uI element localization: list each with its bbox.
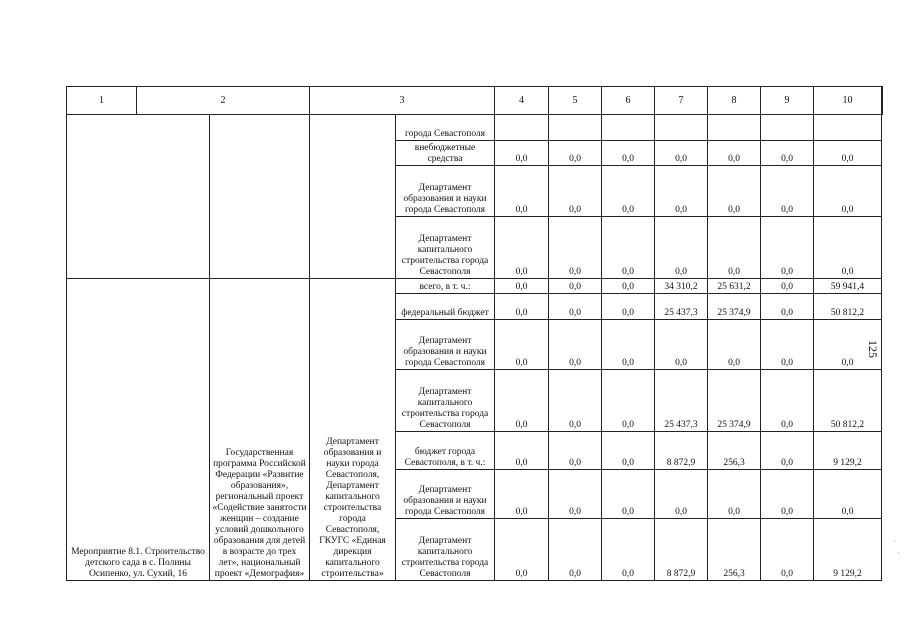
- funding-source-cell: города Севастополя: [396, 115, 495, 141]
- value-cell: [708, 115, 761, 141]
- funding-source-cell: федеральный бюджет: [396, 294, 495, 320]
- value-cell: 0,0: [549, 166, 602, 217]
- empty-cell: [67, 115, 210, 279]
- value-cell: 0,0: [761, 320, 814, 370]
- value-cell: 0,0: [549, 370, 602, 432]
- value-cell: 0,0: [814, 320, 882, 370]
- header-cell: 5: [549, 87, 602, 115]
- header-cell: 1: [67, 87, 137, 115]
- value-cell: 0,0: [761, 432, 814, 470]
- funding-source-cell: внебюджетные средства: [396, 141, 495, 166]
- header-cell: [882, 87, 883, 115]
- value-cell: 0,0: [655, 320, 708, 370]
- value-cell: [602, 115, 655, 141]
- value-cell: 0,0: [761, 279, 814, 294]
- value-cell: 0,0: [814, 470, 882, 519]
- value-cell: 0,0: [602, 432, 655, 470]
- value-cell: 25 437,3: [655, 370, 708, 432]
- program-cell: Государственная программа Российской Федерации «Развитие образования», региональный проект «Содействие занятости женщин – создание условий дошкольного образования для детей в возрасте до трех лет», национальный проект «Демография»: [210, 279, 310, 581]
- value-cell: 0,0: [602, 370, 655, 432]
- value-cell: 0,0: [761, 519, 814, 581]
- value-cell: 0,0: [495, 470, 549, 519]
- value-cell: 256,3: [708, 519, 761, 581]
- header-cell: 6: [602, 87, 655, 115]
- value-cell: 0,0: [549, 294, 602, 320]
- header-cell: 10: [814, 87, 882, 115]
- value-cell: 0,0: [602, 279, 655, 294]
- value-cell: 8 872,9: [655, 519, 708, 581]
- value-cell: 0,0: [655, 166, 708, 217]
- value-cell: 25 374,9: [708, 370, 761, 432]
- scan-mark: ·: [893, 536, 896, 546]
- value-cell: 0,0: [495, 432, 549, 470]
- value-cell: 0,0: [708, 141, 761, 166]
- value-cell: [761, 115, 814, 141]
- funding-source-cell: бюджет города Севастополя, в т. ч.:: [396, 432, 495, 470]
- value-cell: 0,0: [602, 320, 655, 370]
- value-cell: 0,0: [495, 141, 549, 166]
- value-cell: 50 812,2: [814, 294, 882, 320]
- value-cell: 0,0: [495, 279, 549, 294]
- header-cell: 9: [761, 87, 814, 115]
- budget-table: [66, 86, 883, 581]
- funding-source-cell: Департамент образования и науки города Севастополя: [396, 166, 495, 217]
- value-cell: 0,0: [602, 166, 655, 217]
- value-cell: 0,0: [602, 217, 655, 279]
- value-cell: 0,0: [602, 470, 655, 519]
- value-cell: 0,0: [761, 294, 814, 320]
- value-cell: 0,0: [708, 470, 761, 519]
- value-cell: 0,0: [708, 320, 761, 370]
- value-cell: 0,0: [814, 217, 882, 279]
- value-cell: 0,0: [549, 141, 602, 166]
- funding-source-cell: Департамент капитального строительства города Севастополя: [396, 519, 495, 581]
- value-cell: 0,0: [761, 166, 814, 217]
- header-cell: 3: [310, 87, 495, 115]
- value-cell: 0,0: [655, 217, 708, 279]
- value-cell: 25 631,2: [708, 279, 761, 294]
- header-cell: 4: [495, 87, 549, 115]
- value-cell: 59 941,4: [814, 279, 882, 294]
- funding-source-cell: Департамент образования и науки города Севастополя: [396, 470, 495, 519]
- value-cell: 0,0: [761, 470, 814, 519]
- value-cell: 25 374,9: [708, 294, 761, 320]
- value-cell: 25 437,3: [655, 294, 708, 320]
- value-cell: [549, 115, 602, 141]
- value-cell: 0,0: [708, 217, 761, 279]
- value-cell: [655, 115, 708, 141]
- table-row: [67, 115, 883, 141]
- value-cell: 0,0: [495, 166, 549, 217]
- value-cell: 0,0: [602, 294, 655, 320]
- value-cell: 0,0: [761, 217, 814, 279]
- header-cell: 7: [655, 87, 708, 115]
- empty-cell: [210, 115, 310, 279]
- value-cell: 0,0: [602, 519, 655, 581]
- table-row: [67, 279, 883, 294]
- funding-source-cell: Департамент капитального строительства города Севастополя: [396, 217, 495, 279]
- value-cell: 0,0: [549, 320, 602, 370]
- header-cell: 8: [708, 87, 761, 115]
- funding-source-cell: Департамент образования и науки города Севастополя: [396, 320, 495, 370]
- value-cell: 0,0: [495, 370, 549, 432]
- value-cell: 0,0: [549, 279, 602, 294]
- funding-source-cell: Департамент капитального строительства города Севастополя: [396, 370, 495, 432]
- header-row: [67, 87, 883, 115]
- funding-source-cell: всего, в т. ч.:: [396, 279, 495, 294]
- value-cell: 0,0: [549, 470, 602, 519]
- value-cell: 0,0: [761, 141, 814, 166]
- value-cell: [814, 115, 882, 141]
- value-cell: 0,0: [495, 217, 549, 279]
- executors-cell: Департамент образования и науки города Севастополя, Департамент капитального строительства города Севастополя, ГКУГС «Единая дирекция капитального строительства»: [310, 279, 396, 581]
- value-cell: 0,0: [814, 141, 882, 166]
- header-cell: 2: [137, 87, 310, 115]
- value-cell: 0,0: [814, 166, 882, 217]
- value-cell: 0,0: [549, 432, 602, 470]
- value-cell: 50 812,2: [814, 370, 882, 432]
- value-cell: 0,0: [495, 519, 549, 581]
- value-cell: 0,0: [549, 217, 602, 279]
- value-cell: 0,0: [708, 166, 761, 217]
- value-cell: 9 129,2: [814, 432, 882, 470]
- value-cell: 9 129,2: [814, 519, 882, 581]
- value-cell: 0,0: [549, 519, 602, 581]
- value-cell: 0,0: [655, 141, 708, 166]
- value-cell: 0,0: [655, 470, 708, 519]
- value-cell: 8 872,9: [655, 432, 708, 470]
- activity-name-cell: Мероприятие 8.1. Строительство детского сада в с. Полины Осипенко, ул. Сухий, 16: [67, 279, 210, 581]
- value-cell: 0,0: [495, 294, 549, 320]
- value-cell: 0,0: [602, 141, 655, 166]
- value-cell: 0,0: [761, 370, 814, 432]
- empty-cell: [310, 115, 396, 279]
- page-number: 125: [866, 340, 880, 358]
- value-cell: 0,0: [495, 320, 549, 370]
- value-cell: [495, 115, 549, 141]
- value-cell: 34 310,2: [655, 279, 708, 294]
- scan-mark: ·: [897, 548, 900, 558]
- value-cell: 256,3: [708, 432, 761, 470]
